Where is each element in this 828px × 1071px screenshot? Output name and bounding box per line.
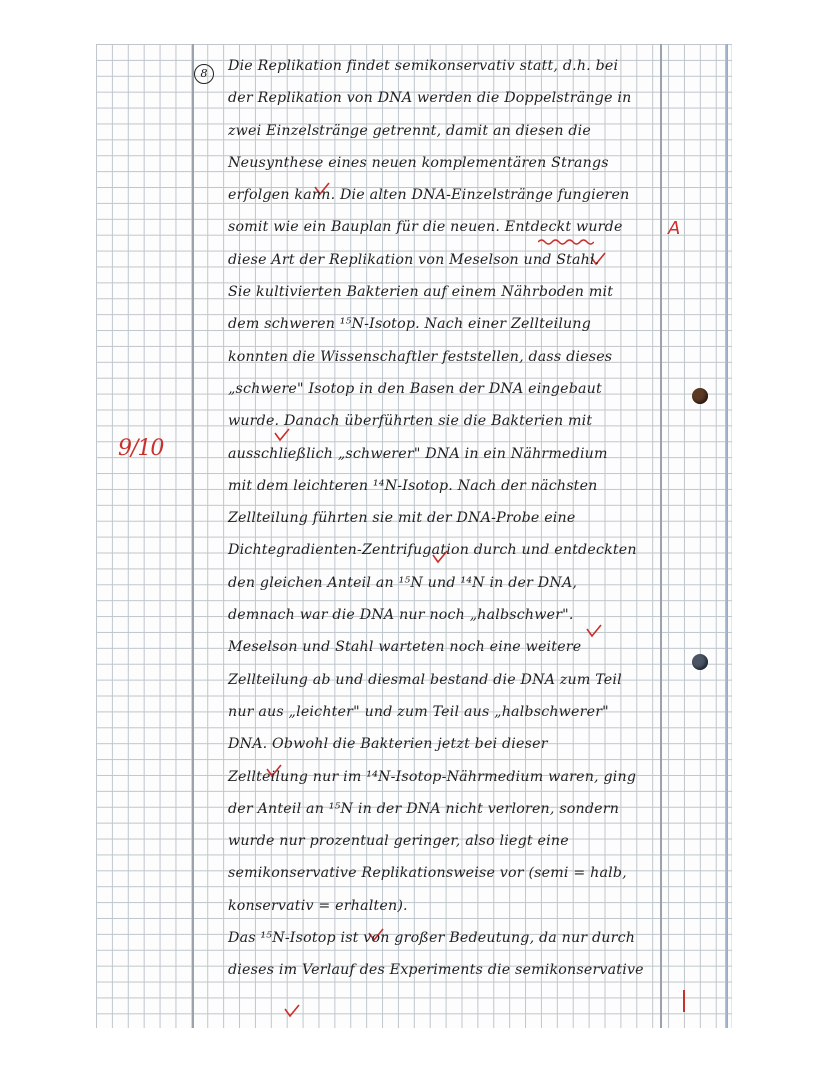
punch-hole-icon — [692, 388, 708, 404]
text-line: Die Replikation findet semikonservativ statt, d.h. bei — [228, 58, 619, 74]
item-number: 8 — [194, 64, 214, 84]
text-line: Sie kultivierten Bakterien auf einem Nährboden mit — [228, 284, 614, 301]
grade-mark: 9/10 — [118, 436, 164, 461]
text-line: somit wie ein Bauplan für die neuen. Entdeckt wurde — [228, 219, 623, 236]
punch-hole-icon — [692, 654, 708, 670]
text-line: nur aus „leichter" und zum Teil aus „halbschwerer" — [228, 703, 609, 720]
text-line: zwei Einzelstränge getrennt, damit an diesen die — [228, 122, 592, 139]
text-line: erfolgen kann. Die alten DNA-Einzelstränge fungieren — [228, 187, 630, 204]
text-line: den gleichen Anteil an ¹⁵N und ¹⁴N in der DNA, — [228, 574, 578, 591]
text-line: der Replikation von DNA werden die Doppelstränge in — [228, 90, 632, 107]
text-line: Zellteilung nur im ¹⁴N-Isotop-Nährmedium waren, ging — [228, 768, 637, 785]
margin-correction-mark: A — [668, 218, 681, 239]
text-line: Das ¹⁵N-Isotop ist von großer Bedeutung, da nur durch — [228, 930, 636, 947]
text-line: wurde. Danach überführten sie die Bakterien mit — [228, 413, 593, 430]
handwritten-text — [228, 50, 658, 987]
text-line: mit dem leichteren ¹⁴N-Isotop. Nach der nächsten — [228, 477, 598, 494]
text-line: Neusynthese eines neuen komplementären Strangs — [228, 154, 609, 171]
left-margin-line — [192, 44, 194, 1028]
margin-bar-mark — [683, 990, 685, 1012]
text-line: wurde nur prozentual geringer, also liegt eine — [228, 833, 569, 850]
text-line: DNA. Obwohl die Bakterien jetzt bei dieser — [228, 736, 548, 753]
text-line: diese Art der Replikation von Meselson und Stahl. — [228, 251, 600, 268]
text-line: „schwere" Isotop in den Basen der DNA eingebaut — [228, 380, 602, 397]
text-line: Meselson und Stahl warteten noch eine weitere — [228, 639, 582, 656]
text-line: Dichtegradienten-Zentrifugation durch und entdeckten — [228, 542, 637, 559]
text-line: Zellteilung ab und diesmal bestand die DNA zum Teil — [228, 671, 622, 688]
check-mark-icon — [284, 1004, 300, 1018]
text-line: konnten die Wissenschaftler feststellen, dass dieses — [228, 348, 613, 365]
text-line: semikonservative Replikationsweise vor (semi = halb, — [228, 865, 627, 882]
text-line: dem schweren ¹⁵N-Isotop. Nach einer Zellteilung — [228, 316, 592, 333]
page-edge — [725, 44, 728, 1028]
text-line: konservativ = erhalten). — [228, 897, 408, 914]
text-line: demnach war die DNA nur noch „halbschwer". — [228, 607, 574, 624]
text-line: der Anteil an ¹⁵N in der DNA nicht verloren, sondern — [228, 800, 620, 817]
right-margin-line — [660, 44, 662, 1028]
text-line: ausschließlich „schwerer" DNA in ein Nährmedium — [228, 445, 608, 462]
text-line: Zellteilung führten sie mit der DNA-Probe eine — [228, 510, 576, 527]
text-line: dieses im Verlauf des Experiments die semikonservative — [228, 962, 644, 979]
